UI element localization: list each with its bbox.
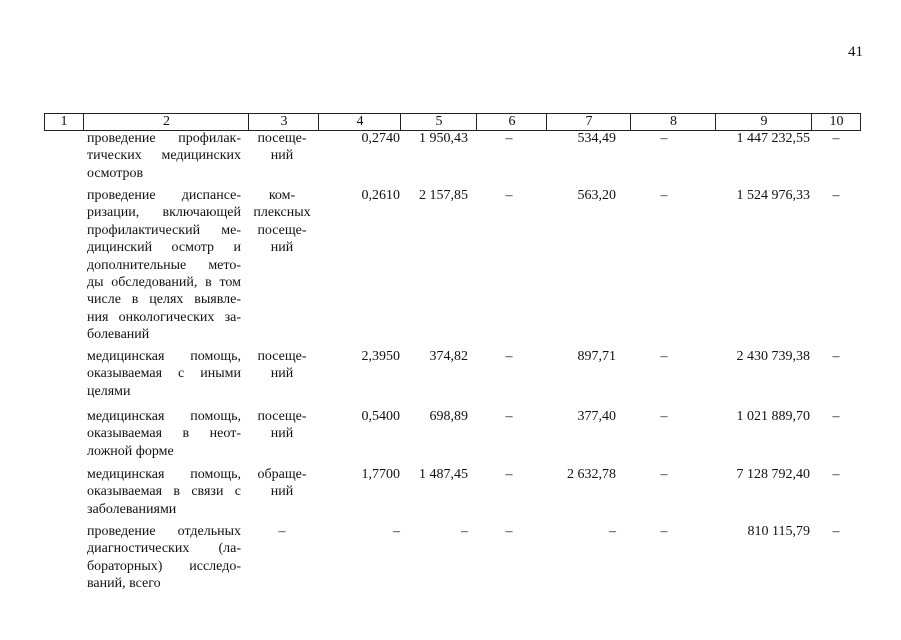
service-name-line: ния онкологических за- [87, 309, 241, 325]
service-name-line: тических медицинских [87, 148, 241, 164]
service-name-line: проведение диспансе- [87, 188, 241, 203]
unit-line: посеще- [257, 131, 307, 146]
cell-col-10: – [832, 524, 840, 539]
cell-col-8: – [660, 349, 668, 364]
cell-col-6: – [505, 409, 513, 424]
header-col-1: 1 [60, 114, 68, 129]
header-col-6: 6 [476, 114, 547, 130]
service-name-line: заболеваниями [87, 501, 177, 517]
unit-line: посеще- [257, 349, 307, 364]
cell-col-7: 897,71 [577, 349, 616, 364]
service-name-line: медицинская помощь, [87, 467, 241, 482]
unit-line: обраще- [257, 467, 307, 482]
unit-line: ний [270, 366, 294, 382]
cell-col-5: 374,82 [429, 349, 468, 364]
service-name-line: бораторных) исследо- [87, 558, 241, 574]
unit-of-measure [247, 408, 317, 443]
unit-of-measure [247, 466, 317, 501]
cell-col-4: 1,7700 [361, 467, 400, 482]
service-name [87, 130, 241, 182]
unit-of-measure [247, 130, 317, 165]
unit-line: плексных [253, 205, 311, 221]
cell-col-7: 377,40 [577, 409, 616, 424]
service-name-line: профилактический ме- [87, 222, 241, 238]
cell-col-5: 2 157,85 [419, 188, 468, 203]
header-col-2: 2 [83, 114, 249, 130]
service-name-line: ложной форме [87, 443, 174, 459]
cell-col-10: – [832, 188, 840, 203]
cell-col-10: – [832, 409, 840, 424]
unit-of-measure [247, 523, 317, 540]
cell-col-8: – [660, 188, 668, 203]
service-name-line: медицинская помощь, [87, 349, 241, 364]
cell-col-6: – [505, 467, 513, 482]
service-name [87, 348, 241, 400]
service-name [87, 187, 241, 344]
page-number: 41 [848, 44, 863, 60]
cell-col-7: 534,49 [577, 131, 616, 146]
cell-col-4: 0,5400 [361, 409, 400, 424]
service-name [87, 466, 241, 518]
unit-line: ний [270, 240, 294, 256]
cell-col-5: 698,89 [429, 409, 468, 424]
unit-line: посеще- [257, 409, 307, 424]
service-name-line: диагностических (ла- [87, 541, 241, 557]
service-name [87, 523, 241, 593]
unit-of-measure [247, 348, 317, 383]
cell-col-9: 1 524 976,33 [736, 188, 810, 203]
cell-col-8: – [660, 524, 668, 539]
header-col-8: 8 [630, 114, 716, 130]
cell-col-5: 1 950,43 [419, 131, 468, 146]
service-name-line: числе в целях выявле- [87, 292, 241, 308]
cell-col-9: 2 430 739,38 [736, 349, 810, 364]
cell-col-6: – [505, 524, 513, 539]
service-name-line: оказываемая с иными [87, 366, 241, 382]
header-col-10: 10 [811, 114, 861, 130]
cell-col-5: – [461, 524, 468, 539]
cell-col-4: 2,3950 [361, 349, 400, 364]
cell-col-8: – [660, 467, 668, 482]
header-col-4: 4 [318, 114, 401, 130]
header-col-3: 3 [248, 114, 319, 130]
cell-col-7: 563,20 [577, 188, 616, 203]
service-name-line: дицинский осмотр и [87, 240, 241, 256]
cell-col-4: 0,2610 [361, 188, 400, 203]
data-table [44, 113, 861, 592]
service-name-line: целями [87, 383, 131, 399]
cell-col-9: 7 128 792,40 [736, 467, 810, 482]
service-name-line: оказываемая в связи с [87, 484, 241, 500]
cell-col-4: – [393, 524, 400, 539]
service-name-line: ды обследований, в том [87, 275, 241, 291]
unit-line: ний [270, 484, 294, 500]
cell-col-6: – [505, 349, 513, 364]
cell-col-10: – [832, 349, 840, 364]
unit-line: – [278, 524, 286, 539]
service-name-line: проведение профилак- [87, 131, 241, 146]
column-number-header [44, 113, 861, 131]
cell-col-9: 810 115,79 [747, 524, 810, 539]
cell-col-10: – [832, 467, 840, 482]
service-name-line: дополнительные мето- [87, 257, 241, 273]
cell-col-4: 0,2740 [361, 131, 400, 146]
service-name-line: медицинская помощь, [87, 409, 241, 424]
cell-col-9: 1 447 232,55 [736, 131, 810, 146]
unit-line: ний [270, 426, 294, 442]
service-name [87, 408, 241, 460]
service-name-line: болеваний [87, 327, 150, 343]
service-name-line: проведение отдельных [87, 524, 241, 539]
cell-col-9: 1 021 889,70 [736, 409, 810, 424]
cell-col-5: 1 487,45 [419, 467, 468, 482]
cell-col-10: – [832, 131, 840, 146]
cell-col-8: – [660, 131, 668, 146]
cell-col-7: 2 632,78 [567, 467, 616, 482]
unit-line: посеще- [257, 222, 307, 238]
unit-line: ком- [268, 188, 296, 203]
header-col-5: 5 [400, 114, 477, 130]
service-name-line: оказываемая в неот- [87, 426, 241, 442]
cell-col-6: – [505, 131, 513, 146]
cell-col-7: – [609, 524, 616, 539]
cell-col-6: – [505, 188, 513, 203]
cell-col-8: – [660, 409, 668, 424]
unit-line: ний [270, 148, 294, 164]
service-name-line: ризации, включающей [87, 205, 241, 221]
unit-of-measure [247, 187, 317, 257]
service-name-line: осмотров [87, 165, 144, 181]
header-col-9: 9 [715, 114, 812, 130]
service-name-line: ваний, всего [87, 576, 161, 592]
header-col-7: 7 [546, 114, 631, 130]
